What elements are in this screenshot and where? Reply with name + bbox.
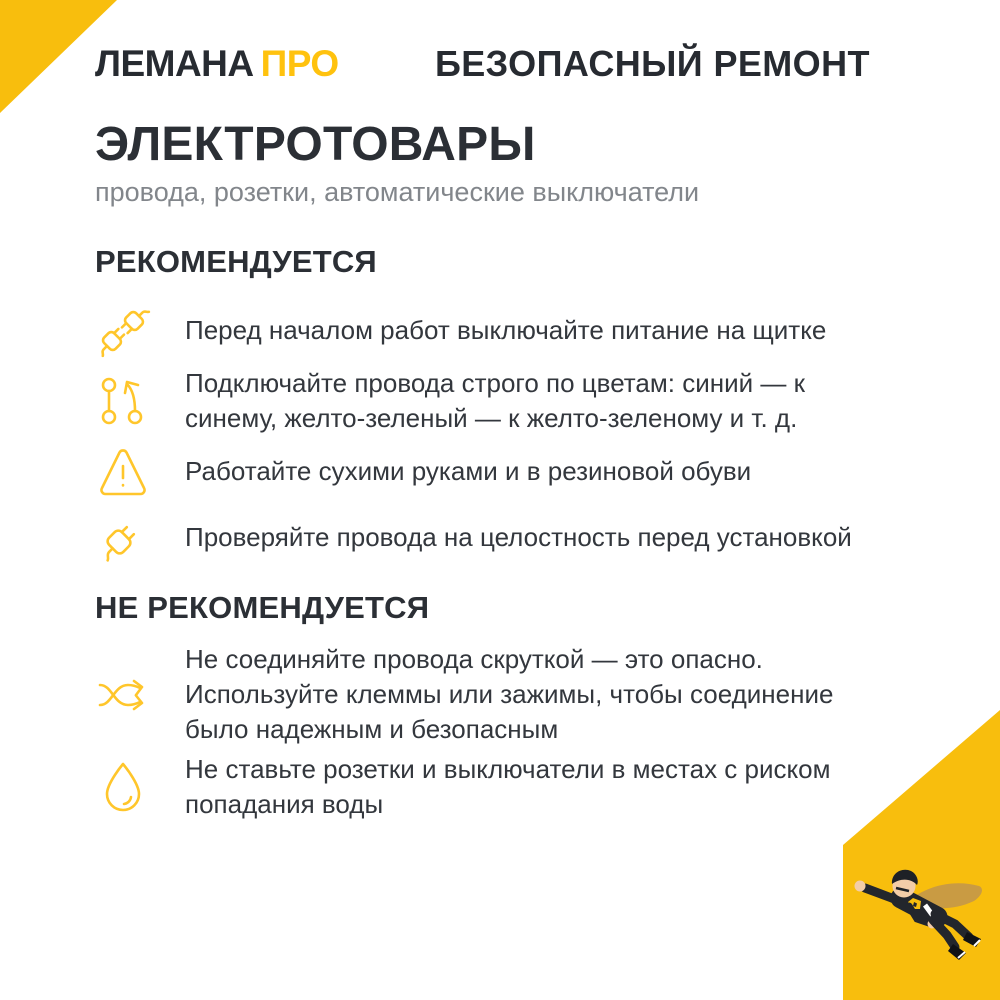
item-text: Не ставьте розетки и выключатели в местах с риском попадания воды [185, 754, 831, 819]
item-text: Не соединяйте провода скруткой — это опасно. Используйте клеммы или зажимы, чтобы соединение было надежным и безопасным [185, 644, 834, 744]
not-recommended-heading: НЕ РЕКОМЕНДУЕТСЯ [95, 590, 430, 625]
brand-logo [95, 42, 339, 86]
recommended-heading: РЕКОМЕНДУЕТСЯ [95, 244, 377, 279]
plugs-connecting-icon [95, 303, 151, 359]
color-coded-wires-icon [95, 373, 151, 429]
list-item [95, 642, 885, 747]
brand-logo-part1: ЛЕМАНА [95, 43, 254, 84]
list-item [95, 752, 885, 822]
list-item [95, 300, 885, 361]
list-item [95, 441, 885, 502]
list-item [95, 366, 885, 436]
item-text: Подключайте провода строго по цветам: синий — к синему, желто-зеленый — к желто-зеленому и т. д. [185, 368, 805, 433]
recommended-list [95, 300, 885, 573]
flying-repairman-superhero-mascot [843, 862, 1000, 997]
list-item [95, 507, 885, 568]
item-text: Проверяйте провода на целостность перед установкой [185, 522, 852, 552]
water-drop-icon [95, 759, 151, 815]
page-subtitle: провода, розетки, автоматические выключатели [95, 177, 700, 207]
warning-triangle-icon [95, 444, 151, 500]
item-text: Перед началом работ выключайте питание на щитке [185, 315, 827, 345]
plug-icon [95, 510, 151, 566]
poster-series-title: БЕЗОПАСНЫЙ РЕМОНТ [435, 43, 870, 84]
brand-logo-part2: ПРО [260, 43, 339, 84]
twisted-wires-icon [95, 667, 151, 723]
not-recommended-list [95, 642, 885, 827]
item-text: Работайте сухими руками и в резиновой обуви [185, 456, 752, 486]
page-title: ЭЛЕКТРОТОВАРЫ [95, 118, 536, 171]
